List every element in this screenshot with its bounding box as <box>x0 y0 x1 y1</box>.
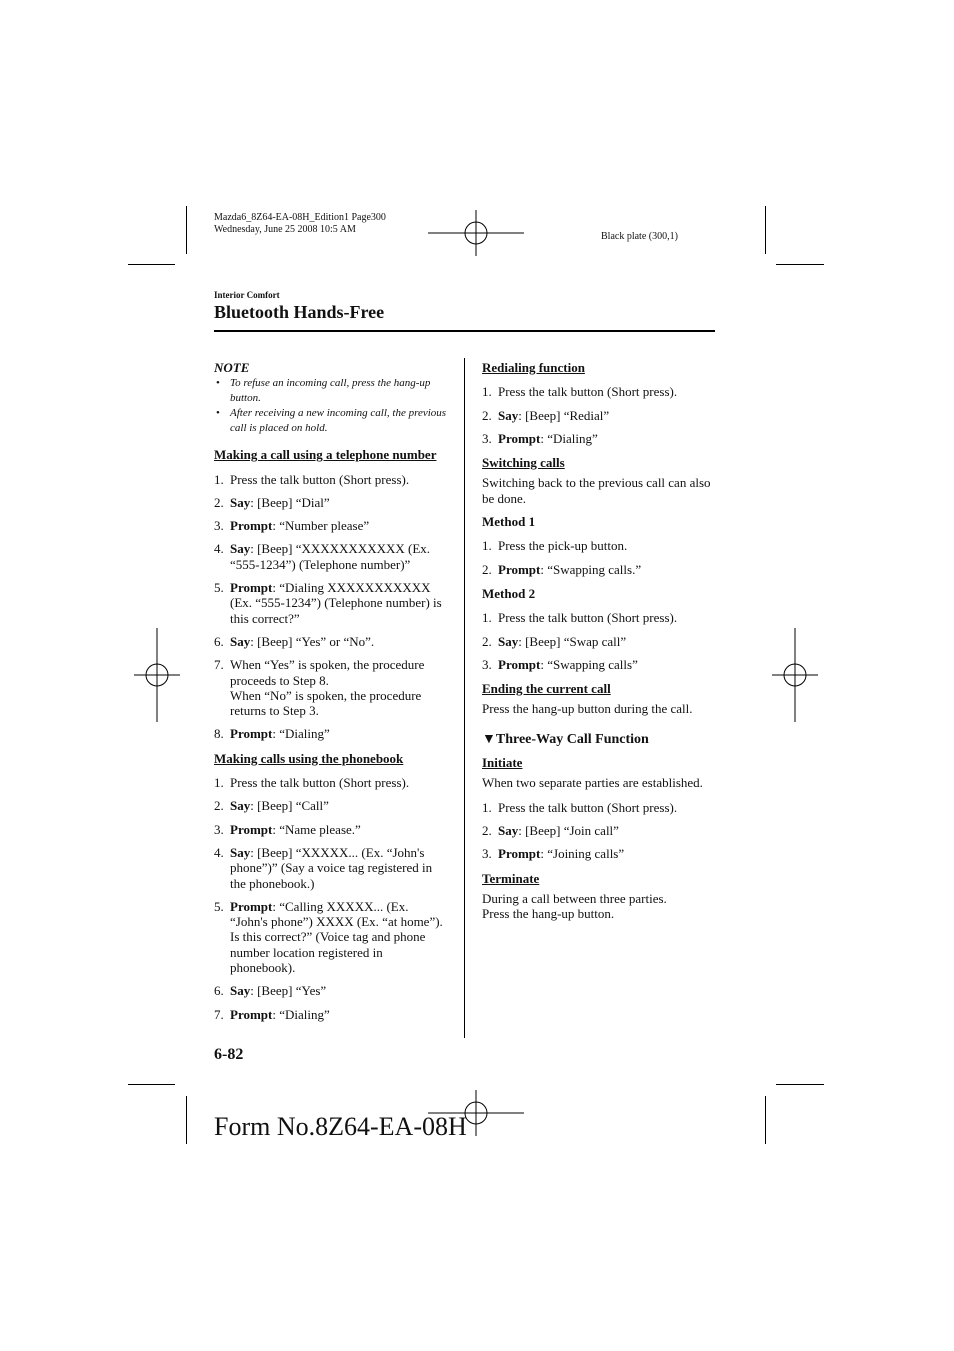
registration-mark-right-icon <box>772 628 818 722</box>
note-item <box>214 376 448 406</box>
step-item <box>482 800 716 815</box>
step-text: When “No” is spoken, the procedure returns to Step 3. <box>230 687 422 719</box>
step-keyword: Say <box>498 407 519 423</box>
step-item <box>214 983 448 998</box>
steps-call-number <box>214 472 448 742</box>
step-number: 2. <box>482 633 492 649</box>
note-text: To refuse an incoming call, press the hang-up button. <box>230 377 431 405</box>
step-text: : [Beep] “Yes” <box>250 983 327 999</box>
step-text: : “Name please.” <box>272 821 361 837</box>
step-item <box>214 634 448 649</box>
plate-label: Black plate (300,1) <box>601 231 678 242</box>
subheading-call-number: Making a call using a telephone number <box>214 447 437 463</box>
steps-method2 <box>482 610 716 672</box>
terminate-line1: During a call between three parties. <box>482 890 667 906</box>
page-number: 6-82 <box>214 1046 244 1063</box>
step-item <box>214 798 448 813</box>
steps-initiate <box>482 800 716 862</box>
step-text: : [Beep] “XXXXXXXXXXX (Ex. “555-1234”) (Telephone number)” <box>230 541 431 572</box>
step-item <box>214 541 448 572</box>
step-number: 5. <box>214 898 224 914</box>
step-item <box>214 472 448 487</box>
registration-mark-left-icon <box>134 628 180 722</box>
step-keyword: Prompt <box>498 846 541 862</box>
step-item <box>482 610 716 625</box>
step-text: : “Joining calls” <box>540 846 625 862</box>
step-text: : “Dialing” <box>272 726 330 742</box>
step-number: 1. <box>482 384 492 400</box>
step-text: : [Beep] “Call” <box>250 798 329 814</box>
step-text: : [Beep] “Join call” <box>518 822 619 838</box>
step-text: : “Calling XXXXX... (Ex. “John's phone”) XXXX (Ex. “at home”). Is this correct?” (Voice tag and phone number location registered in phonebook). <box>230 898 443 976</box>
step-number: 1. <box>482 799 492 815</box>
step-item <box>214 580 448 626</box>
step-keyword: Prompt <box>230 1006 273 1022</box>
step-number: 4. <box>214 844 224 860</box>
step-number: 1. <box>214 775 224 791</box>
step-item <box>482 657 716 672</box>
step-keyword: Say <box>230 983 251 999</box>
step-item <box>482 431 716 446</box>
step-keyword: Say <box>498 633 519 649</box>
step-number: 7. <box>214 657 224 673</box>
step-item <box>482 538 716 553</box>
step-item <box>214 822 448 837</box>
left-column <box>214 360 448 1022</box>
step-number: 3. <box>482 846 492 862</box>
section-label: Interior Comfort <box>214 290 280 300</box>
step-keyword: Prompt <box>498 561 541 577</box>
step-number: 4. <box>214 541 224 557</box>
print-header-line2: Wednesday, June 25 2008 10:5 AM <box>214 224 356 235</box>
triangle-down-icon: ▼ <box>482 731 496 747</box>
right-column <box>482 360 716 921</box>
subheading-initiate: Initiate <box>482 755 523 771</box>
step-number: 2. <box>214 494 224 510</box>
step-text: Press the talk button (Short press). <box>230 775 410 791</box>
step-keyword: Prompt <box>230 580 273 596</box>
step-text: : “Number please” <box>272 518 370 534</box>
steps-redialing <box>482 384 716 446</box>
switching-intro: Switching back to the previous call can also be done. <box>482 475 711 506</box>
step-item <box>214 726 448 741</box>
step-item <box>214 518 448 533</box>
step-text: Press the talk button (Short press). <box>498 610 678 626</box>
step-item <box>482 634 716 649</box>
step-number: 2. <box>482 822 492 838</box>
step-keyword: Say <box>230 633 251 649</box>
column-divider <box>464 358 465 1038</box>
steps-call-phonebook <box>214 775 448 1022</box>
note-title: NOTE <box>214 360 250 375</box>
step-keyword: Prompt <box>230 821 273 837</box>
step-keyword: Prompt <box>230 518 273 534</box>
step-number: 6. <box>214 633 224 649</box>
step-item <box>482 408 716 423</box>
step-number: 2. <box>482 407 492 423</box>
print-header-line1: Mazda6_8Z64-EA-08H_Edition1 Page300 <box>214 212 386 223</box>
subheading-switching: Switching calls <box>482 455 565 471</box>
method1-label: Method 1 <box>482 514 536 530</box>
step-number: 5. <box>214 580 224 596</box>
step-number: 6. <box>214 983 224 999</box>
step-text: Press the pick-up button. <box>498 538 628 554</box>
step-text: : “Dialing” <box>272 1006 330 1022</box>
page-title: Bluetooth Hands-Free <box>214 302 385 322</box>
step-item <box>214 1007 448 1022</box>
step-item <box>214 495 448 510</box>
step-text: Press the talk button (Short press). <box>498 799 678 815</box>
step-text: : “Dialing XXXXXXXXXXX (Ex. “555-1234”) (Telephone number) is this correct?” <box>230 580 442 626</box>
step-item <box>214 657 448 718</box>
three-way-heading <box>482 732 716 747</box>
title-rule <box>214 330 715 332</box>
method2-label: Method 2 <box>482 585 536 601</box>
step-number: 7. <box>214 1006 224 1022</box>
step-number: 3. <box>482 430 492 446</box>
bullet-icon: • <box>216 377 220 390</box>
step-keyword: Say <box>230 844 251 860</box>
step-text: : “Swapping calls.” <box>540 561 642 577</box>
step-item <box>214 845 448 891</box>
step-number: 2. <box>482 561 492 577</box>
terminate-line2: Press the hang-up button. <box>482 906 615 922</box>
step-text: : “Dialing” <box>540 430 598 446</box>
step-keyword: Prompt <box>230 726 273 742</box>
step-text: : [Beep] “Redial” <box>518 407 610 423</box>
step-number: 1. <box>482 538 492 554</box>
print-header <box>214 212 386 236</box>
step-keyword: Prompt <box>230 898 273 914</box>
step-text: Press the talk button (Short press). <box>498 384 678 400</box>
step-item <box>214 775 448 790</box>
step-number: 1. <box>482 610 492 626</box>
ending-text: Press the hang-up button during the call. <box>482 701 693 717</box>
steps-method1 <box>482 538 716 577</box>
step-text: Press the talk button (Short press). <box>230 471 410 487</box>
subheading-terminate: Terminate <box>482 870 540 886</box>
step-keyword: Say <box>230 798 251 814</box>
step-text: : “Swapping calls” <box>540 656 638 672</box>
step-number: 8. <box>214 726 224 742</box>
form-number: Form No.8Z64-EA-08H <box>214 1112 467 1141</box>
bullet-icon: • <box>216 407 220 420</box>
step-keyword: Say <box>498 822 519 838</box>
step-item <box>482 384 716 399</box>
step-item <box>482 823 716 838</box>
initiate-intro: When two separate parties are established. <box>482 775 703 791</box>
step-number: 1. <box>214 471 224 487</box>
step-item <box>214 899 448 975</box>
step-keyword: Prompt <box>498 430 541 446</box>
step-item <box>482 846 716 861</box>
step-keyword: Say <box>230 494 251 510</box>
step-number: 3. <box>482 656 492 672</box>
step-text: : [Beep] “XXXXX... (Ex. “John's phone”)” (Say a voice tag registered in the phonebook.) <box>230 844 433 891</box>
three-way-heading-text: Three-Way Call Function <box>495 731 649 747</box>
note-item <box>214 406 448 436</box>
step-number: 3. <box>214 821 224 837</box>
step-keyword: Prompt <box>498 656 541 672</box>
step-text: : [Beep] “Swap call” <box>518 633 627 649</box>
step-text: : [Beep] “Yes” or “No”. <box>250 633 375 649</box>
subheading-call-phonebook: Making calls using the phonebook <box>214 750 404 766</box>
step-keyword: Say <box>230 541 251 557</box>
registration-mark-top-icon <box>428 210 524 256</box>
step-text: When “Yes” is spoken, the procedure proceeds to Step 8. <box>230 657 425 688</box>
step-item <box>482 562 716 577</box>
step-number: 2. <box>214 798 224 814</box>
note-text: After receiving a new incoming call, the previous call is placed on hold. <box>230 407 447 435</box>
subheading-ending: Ending the current call <box>482 681 611 697</box>
subheading-redialing: Redialing function <box>482 360 585 375</box>
step-number: 3. <box>214 518 224 534</box>
step-text: : [Beep] “Dial” <box>250 494 330 510</box>
